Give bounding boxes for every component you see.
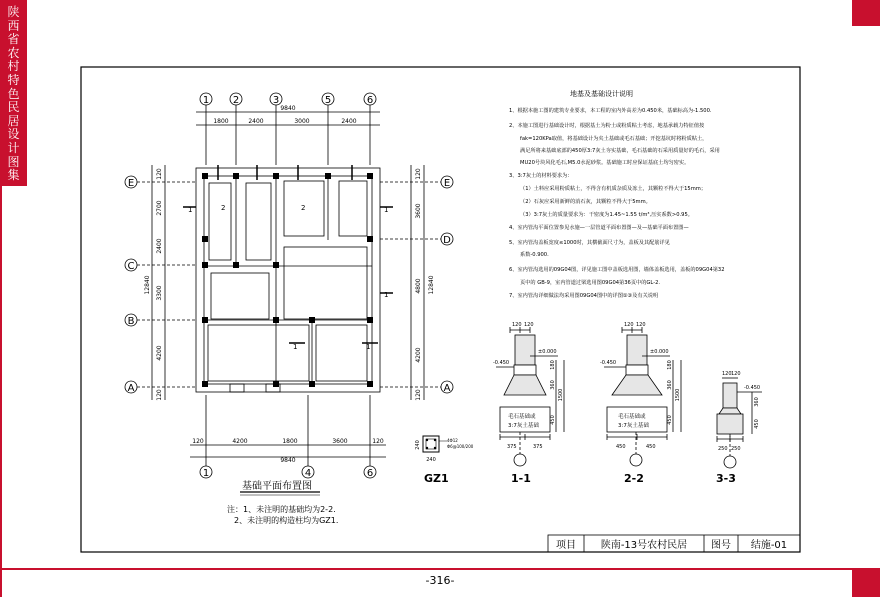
- sec3-dim-1: 360: [754, 397, 760, 407]
- left-dim-4: 3300: [156, 285, 163, 301]
- section-mark-1b: 1: [384, 206, 389, 214]
- sec2-base-right: 450: [646, 444, 656, 450]
- design-note-4: 满足所将来基础底部的450厚3:7灰土夯实基础，毛石基础的石采用质量好的毛石，采用: [520, 148, 720, 154]
- sec3-top-right: 120: [731, 371, 741, 377]
- axis-right-D: D: [443, 235, 451, 246]
- top-dim-4: 2400: [341, 118, 357, 125]
- axis-left-A: A: [127, 383, 135, 394]
- note-line-2: 2、未注明的构造柱均为GZ1.: [234, 516, 339, 525]
- design-note-11: 5、室内管沟盖板宽度≤1000时，其横截面尺寸为，盖板及其配筋详见: [509, 240, 670, 246]
- sec2-dim-1: 450: [667, 415, 673, 425]
- axis-right-E: E: [443, 178, 451, 189]
- design-notes: [509, 89, 725, 299]
- section-mark-1e: 1: [366, 343, 371, 351]
- sec2-elev-low: -0.450: [600, 360, 617, 366]
- right-dim-5: 120: [415, 389, 422, 401]
- design-note-12: 系数-0.900.: [520, 252, 549, 258]
- top-dim-1: 1800: [213, 118, 229, 125]
- axis-left-C: C: [127, 261, 135, 272]
- sec1-dim-3: 360: [550, 380, 556, 390]
- sec2-top-left: 120: [624, 322, 634, 328]
- design-note-9: （3）3:7灰土的质量要求为：干密度为1.45~1.55 t/m³,压实系数>0.95。: [520, 212, 693, 218]
- sec2-material-1: 毛石基础或: [618, 414, 646, 420]
- sec1-dim-1: 450: [550, 415, 556, 425]
- sec1-elev-high: ±0.000: [538, 349, 557, 355]
- right-dim-1: 120: [415, 168, 422, 180]
- design-note-8: （2）石灰应采用新鲜的消石灰，其颗粒不得大于5mm。: [520, 199, 651, 205]
- section-mark-1d: 1: [293, 343, 298, 351]
- sec2-label: 2-2: [624, 472, 644, 485]
- gz1-dim-side: 240: [415, 440, 421, 450]
- section-mark-1a: 1: [188, 206, 193, 214]
- sec2-material-2: 3:7灰土基础: [618, 423, 649, 429]
- sec1-top-left: 120: [512, 322, 522, 328]
- left-dim-1: 120: [156, 168, 163, 180]
- plan-title: 基础平面布置图: [242, 481, 312, 492]
- axis-right-A: A: [443, 383, 451, 394]
- right-dim-2: 3600: [415, 203, 422, 219]
- section-mark-2b: 2: [301, 204, 306, 212]
- foundation-plan: [125, 93, 453, 478]
- gz1-rebar-2: Φ6@100/200: [447, 444, 474, 449]
- top-axis-bubbles: [200, 93, 376, 105]
- section-mark-1c: 1: [384, 291, 389, 299]
- bottom-dim-5: 120: [372, 438, 384, 445]
- sec1-dim-2: 1500: [558, 388, 564, 402]
- sec2-top-right: 120: [636, 322, 646, 328]
- axis-top-3: 3: [272, 95, 280, 106]
- design-note-15: 7、室内管沟详细做法均采用图09G04图中的详图①③及有关说明: [509, 293, 659, 299]
- sec1-material-1: 毛石基础或: [508, 414, 536, 420]
- right-total-dim: 12840: [428, 275, 435, 295]
- bottom-dim-2: 4200: [232, 438, 248, 445]
- sec1-elev-low: -0.450: [493, 360, 510, 366]
- axis-top-2: 2: [232, 95, 240, 106]
- sec1-base-right: 375: [533, 444, 543, 450]
- sec3-elev-low: -0.450: [744, 385, 761, 391]
- sidebar-title: 陕西省农村特色民居设计图集: [7, 5, 20, 183]
- top-total-dim: 9840: [280, 105, 296, 112]
- axis-left-E: E: [127, 178, 135, 189]
- title-block-drawing-label: 图号: [711, 540, 731, 551]
- gz1-dim-bottom: 240: [426, 457, 436, 463]
- sec2-dim-2: 1500: [675, 388, 681, 402]
- axis-top-5: 5: [324, 95, 332, 106]
- sec3-dim-2: 450: [754, 419, 760, 429]
- right-dim-3: 4800: [415, 278, 422, 294]
- axis-left-B: B: [127, 316, 135, 327]
- left-dim-2: 2700: [156, 200, 163, 216]
- sec3-base-right: 250: [731, 446, 741, 452]
- top-dim-3: 3000: [294, 118, 310, 125]
- sec3-top-left: 120: [722, 371, 732, 377]
- structural-columns: [202, 173, 373, 387]
- sec3-base-left: 250: [718, 446, 728, 452]
- design-notes-title: 地基及基础设计说明: [570, 90, 633, 98]
- design-note-7: （1）土料应采用粉质粘土，不得含有机质杂质及冻土，其颗粒不得大于15mm；: [520, 186, 707, 192]
- sec2-dim-3: 360: [667, 380, 673, 390]
- sec1-label: 1-1: [511, 472, 531, 485]
- gz1-rebar-1: 4Φ12: [447, 438, 458, 443]
- sec1-dim-4: 180: [550, 360, 556, 370]
- title-block-drawing-value: 结施-01: [750, 540, 788, 551]
- bottom-dim-3: 1800: [282, 438, 298, 445]
- axis-top-1: 1: [202, 95, 210, 106]
- left-dim-3: 2400: [156, 238, 163, 254]
- bottom-dim-4: 3600: [332, 438, 348, 445]
- design-note-14: 页中的 GB-9，室内管道过梁选用图09G04第36页中的GL-2.: [520, 280, 661, 286]
- title-block-project-label: 项目: [556, 540, 576, 551]
- left-dim-6: 120: [156, 389, 163, 401]
- sec1-material-2: 3:7灰土基础: [508, 423, 539, 429]
- bottom-total-dim: 9840: [280, 457, 296, 464]
- axis-bottom-1: 1: [202, 468, 210, 479]
- section-mark-2a: 2: [221, 204, 226, 212]
- axis-bottom-6: 6: [366, 468, 374, 479]
- design-note-2: 2、本施工图进行基础设计时，根据基土为粉土或粉质粘土考虑，地基承载力特征值按: [509, 123, 705, 129]
- sec2-base-left: 450: [616, 444, 626, 450]
- title-block-project-value: 陕南-13号农村民居: [600, 540, 688, 551]
- bottom-dim-1: 120: [192, 438, 204, 445]
- sec3-label: 3-3: [716, 472, 736, 485]
- top-dim-2: 2400: [248, 118, 264, 125]
- gz1-label: GZ1: [424, 472, 449, 485]
- sec1-top-right: 120: [524, 322, 534, 328]
- note-line-1: 注：1、未注明的基础均为2-2.: [227, 505, 336, 514]
- sec1-base-left: 375: [507, 444, 517, 450]
- design-note-3: fak=120KPa取值，将基础设计为夹土基础或毛石基础；开挖基坑时将粉质粘土，: [520, 136, 708, 142]
- gz1-detail: [415, 436, 474, 485]
- axis-bottom-4: 4: [304, 468, 312, 479]
- left-total-dim: 12840: [144, 275, 151, 295]
- design-note-10: 4、室内管沟平面位置参见水施—一层管道平面布置图—及—基础平面布置图—: [509, 225, 689, 231]
- left-dim-5: 4200: [156, 345, 163, 361]
- title-block: [548, 535, 800, 552]
- axis-top-6: 6: [366, 95, 374, 106]
- sec2-elev-high: ±0.000: [650, 349, 669, 355]
- sec2-dim-4: 180: [667, 360, 673, 370]
- right-dim-4: 4200: [415, 347, 422, 363]
- page-number: -316-: [425, 574, 455, 587]
- design-note-6: 3、3:7灰土的材料要求为：: [509, 173, 573, 179]
- design-note-1: 1、根据本施工图的建筑专业要求，本工程的室内外高差为0.450米，基础标高为-1.500.: [509, 108, 712, 114]
- design-note-13: 6、室内管沟选用的09G04图，详见施工图中盖板选用图，墙体盖板选用，盖板的09G04第32: [509, 267, 725, 273]
- plan-axis-labels: [128, 95, 452, 492]
- design-note-5: MU20号块风化毛石,M5.0水泥砂浆。基础施工时应保证基底土均匀密实。: [520, 160, 690, 166]
